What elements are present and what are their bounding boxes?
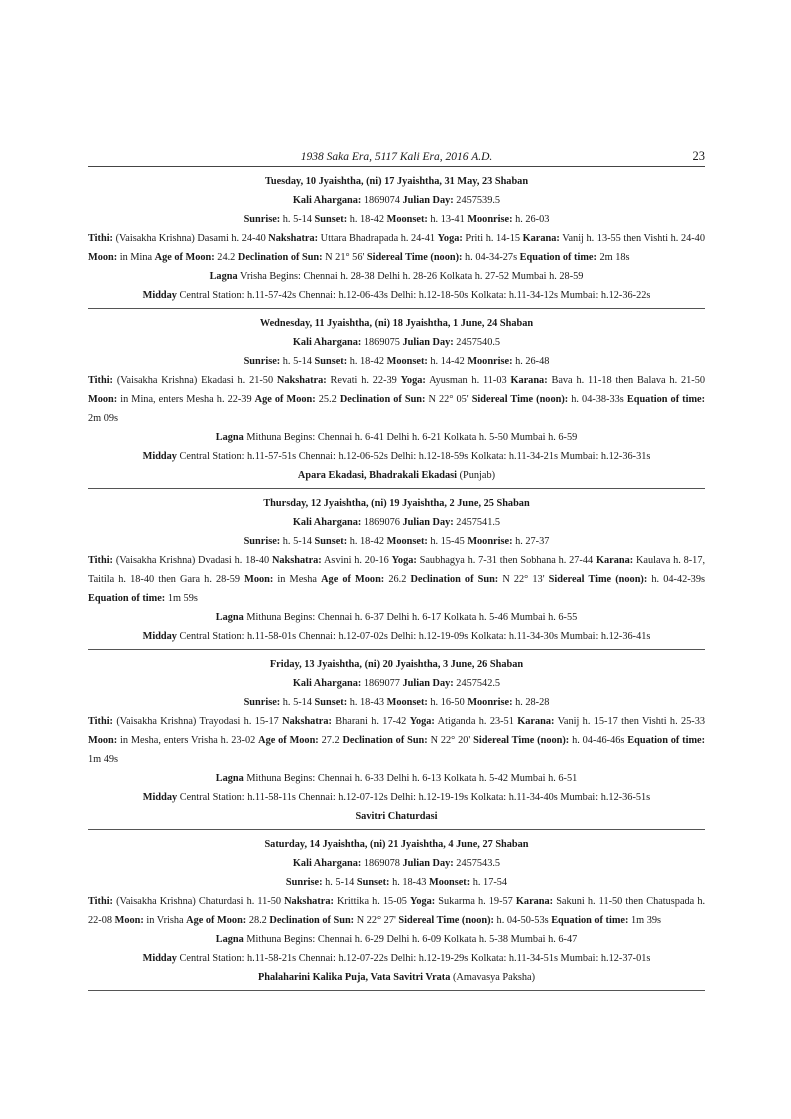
midday-line [88,949,705,968]
karana-label: Karana: [522,233,560,244]
declination-value: N 22° 20' [430,735,471,746]
festival-line [88,466,705,485]
equation-of-time-value: 2m 09s [88,413,119,424]
karana-label: Karana: [595,555,634,566]
sidereal-time-value: h. 04-42-39s [651,574,705,585]
lagna-line [88,267,705,286]
julian-day-label: Julian Day: [402,678,454,689]
midday-label: Midday [142,792,178,803]
day-entries [88,167,705,991]
panchanga-paragraph [88,712,705,769]
sunset-label: Sunset: [314,356,348,367]
karana-value: Kaulava h. 8-17, Taitila h. 18-40 then Gara h. 28-59 [88,555,706,585]
sidereal-time-label: Sidereal Time (noon): [398,915,494,926]
midday-label: Midday [142,290,177,301]
day-title-text: Saturday, 14 Jyaishtha, (ni) 21 Jyaishtha, 4 June, 27 Shaban [264,839,529,850]
tithi-label: Tithi: [88,233,113,244]
tithi-value: (Vaisakha Krishna) Chaturdasi h. 11-50 [116,896,282,907]
lagna-label: Lagna [215,934,244,945]
equation-of-time-value: 1m 39s [631,915,662,926]
sunrise-value: h. 5-14 [325,877,355,888]
moon-value: in Mina [119,252,153,263]
sidereal-time-value: h. 04-34-27s [465,252,518,263]
day-entry [88,309,705,489]
nakshatra-value: Revati h. 22-39 [330,375,397,386]
midday-label: Midday [142,953,177,964]
kali-ahargana-value: 1869074 [363,195,400,206]
sunrise-value: h. 5-14 [282,356,312,367]
era-heading: 1938 Saka Era, 5117 Kali Era, 2016 A.D. [300,151,493,163]
tithi-label: Tithi: [88,375,113,386]
midday-line [88,788,705,807]
day-title-text: Tuesday, 10 Jyaishtha, (ni) 17 Jyaishtha, 31 May, 23 Shaban [264,176,529,187]
equation-of-time-label: Equation of time: [88,593,166,604]
sunrise-label: Sunrise: [243,356,281,367]
age-of-moon-value: 28.2 [248,915,267,926]
nakshatra-value: Bharani h. 17-42 [335,716,407,727]
lagna-value: Mithuna Begins: Chennai h. 6-29 Delhi h. 6-09 Kolkata h. 5-38 Mumbai h. 6-47 [246,934,578,945]
ahargana-line [88,333,705,352]
sunset-value: h. 18-43 [392,877,427,888]
kali-ahargana-label: Kali Ahargana: [292,678,362,689]
tithi-value: (Vaisakha Krishna) Dasami h. 24-40 [115,233,266,244]
age-of-moon-label: Age of Moon: [254,394,316,405]
midday-line [88,627,705,646]
equation-of-time-value: 1m 59s [167,593,198,604]
equation-of-time-label: Equation of time: [519,252,597,263]
moonset-value: h. 13-41 [430,214,465,225]
day-title [88,314,705,333]
declination-label: Declination of Sun: [342,735,428,746]
declination-label: Declination of Sun: [237,252,323,263]
lagna-label: Lagna [215,773,244,784]
kali-ahargana-label: Kali Ahargana: [292,195,362,206]
sidereal-time-value: h. 04-50-53s [496,915,549,926]
sidereal-time-value: h. 04-46-46s [572,735,625,746]
lagna-label: Lagna [215,432,244,443]
sunrise-value: h. 5-14 [282,214,312,225]
moonset-label: Moonset: [386,214,428,225]
julian-day-value: 2457539.5 [456,195,501,206]
equation-of-time-label: Equation of time: [551,915,629,926]
yoga-value: Atiganda h. 23-51 [437,716,514,727]
panchanga-paragraph [88,229,705,267]
midday-line [88,447,705,466]
rise-set-line [88,693,705,712]
karana-value: Vanij h. 13-55 then Vishti h. 24-40 [562,233,705,244]
moonrise-label: Moonrise: [467,536,513,547]
karana-value: Sakuni h. 11-50 then Chatuspada h. 22-08 [88,896,706,926]
equation-of-time-label: Equation of time: [627,735,706,746]
midday-label: Midday [142,631,177,642]
moon-value: in Mesha [277,574,317,585]
kali-ahargana-label: Kali Ahargana: [292,337,362,348]
declination-value: N 22° 05' [428,394,469,405]
moon-label: Moon: [244,574,274,585]
tithi-value: (Vaisakha Krishna) Trayodasi h. 15-17 [116,716,279,727]
nakshatra-value: Asvini h. 20-16 [324,555,389,566]
lagna-line [88,608,705,627]
sunrise-label: Sunrise: [243,214,281,225]
midday-value: Central Station: h.11-57-42s Chennai: h.12-06-43s Delhi: h.12-18-50s Kolkata: h.11-34-12s Mumbai: h.12-36-22s [179,290,651,301]
tithi-value: (Vaisakha Krishna) Dvadasi h. 18-40 [115,555,270,566]
page-header [88,148,705,167]
tithi-label: Tithi: [88,716,113,727]
kali-ahargana-label: Kali Ahargana: [292,858,362,869]
yoga-value: Priti h. 14-15 [465,233,521,244]
moonrise-value: h. 26-03 [515,214,550,225]
rise-set-line [88,210,705,229]
julian-day-value: 2457540.5 [456,337,501,348]
tithi-value: (Vaisakha Krishna) Ekadasi h. 21-50 [116,375,274,386]
lagna-label: Lagna [215,612,244,623]
moon-value: in Mina, enters Mesha h. 22-39 [120,394,252,405]
karana-value: Bava h. 11-18 then Balava h. 21-50 [551,375,705,386]
nakshatra-value: Krittika h. 15-05 [337,896,407,907]
yoga-value: Saubhagya h. 7-31 then Sobhana h. 27-44 [419,555,594,566]
moonrise-value: h. 27-37 [515,536,550,547]
karana-value: Vanij h. 15-17 then Vishti h. 25-33 [557,716,706,727]
moonset-label: Moonset: [386,536,428,547]
kali-ahargana-value: 1869078 [363,858,400,869]
julian-day-value: 2457542.5 [456,678,501,689]
midday-label: Midday [142,451,177,462]
festival-note: (Amavasya Paksha) [452,972,536,983]
yoga-label: Yoga: [410,896,436,907]
age-of-moon-label: Age of Moon: [321,574,385,585]
day-entry [88,650,705,830]
sunrise-label: Sunrise: [285,877,323,888]
julian-day-value: 2457543.5 [456,858,501,869]
moon-value: in Mesha, enters Vrisha h. 23-02 [120,735,256,746]
nakshatra-label: Nakshatra: [268,233,319,244]
day-title-text: Thursday, 12 Jyaishtha, (ni) 19 Jyaishtha, 2 June, 25 Shaban [263,498,530,509]
sunset-label: Sunset: [314,536,348,547]
sunset-value: h. 18-42 [349,356,385,367]
festival-name: Phalaharini Kalika Puja, Vata Savitri Vrata [257,972,451,983]
panchanga-paragraph [88,371,705,428]
age-of-moon-value: 25.2 [318,394,337,405]
day-title [88,655,705,674]
kali-ahargana-value: 1869075 [363,337,400,348]
yoga-label: Yoga: [437,233,463,244]
almanac-page [88,148,705,991]
yoga-value: Ayusman h. 11-03 [429,375,507,386]
festival-line [88,807,705,826]
moonrise-value: h. 26-48 [515,356,550,367]
festival-name: Savitri Chaturdasi [355,811,438,822]
age-of-moon-value: 26.2 [388,574,407,585]
midday-value: Central Station: h.11-58-01s Chennai: h.12-07-02s Delhi: h.12-19-09s Kolkata: h.11-34-30s Mumbai: h.12-36-41s [179,631,651,642]
julian-day-label: Julian Day: [402,858,454,869]
lagna-value: Vrisha Begins: Chennai h. 28-38 Delhi h. 28-26 Kolkata h. 27-52 Mumbai h. 28-59 [240,271,584,282]
ahargana-line [88,513,705,532]
nakshatra-label: Nakshatra: [282,716,332,727]
lagna-line [88,428,705,447]
declination-label: Declination of Sun: [269,915,355,926]
day-entry [88,167,705,309]
equation-of-time-value: 1m 49s [88,754,119,765]
midday-line [88,286,705,305]
day-title [88,835,705,854]
lagna-line [88,930,705,949]
karana-label: Karana: [510,375,548,386]
moonset-value: h. 17-54 [472,877,508,888]
sunset-label: Sunset: [314,697,348,708]
sidereal-time-label: Sidereal Time (noon): [548,574,648,585]
nakshatra-value: Uttara Bhadrapada h. 24-41 [320,233,436,244]
equation-of-time-value: 2m 18s [599,252,630,263]
sunrise-value: h. 5-14 [282,697,312,708]
moonset-value: h. 15-45 [430,536,465,547]
sunrise-value: h. 5-14 [282,536,312,547]
age-of-moon-label: Age of Moon: [186,915,247,926]
moonset-label: Moonset: [428,877,471,888]
moonrise-label: Moonrise: [467,214,513,225]
day-title-text: Friday, 13 Jyaishtha, (ni) 20 Jyaishtha, 3 June, 26 Shaban [269,659,524,670]
kali-ahargana-value: 1869077 [363,678,400,689]
moonset-label: Moonset: [386,356,428,367]
yoga-label: Yoga: [409,716,435,727]
panchanga-paragraph [88,551,705,608]
lagna-value: Mithuna Begins: Chennai h. 6-41 Delhi h. 6-21 Kolkata h. 5-50 Mumbai h. 6-59 [246,432,578,443]
karana-label: Karana: [515,896,554,907]
nakshatra-label: Nakshatra: [284,896,334,907]
sunset-label: Sunset: [356,877,390,888]
julian-day-label: Julian Day: [402,337,454,348]
age-of-moon-label: Age of Moon: [154,252,215,263]
midday-value: Central Station: h.11-58-11s Chennai: h.12-07-12s Delhi: h.12-19-19s Kolkata: h.11-34-40s Mumbai: h.12-36-51s [179,792,651,803]
declination-label: Declination of Sun: [339,394,426,405]
age-of-moon-value: 27.2 [321,735,340,746]
sunrise-label: Sunrise: [243,536,281,547]
ahargana-line [88,674,705,693]
ahargana-line [88,854,705,873]
moon-label: Moon: [88,252,118,263]
sunrise-label: Sunrise: [243,697,281,708]
tithi-label: Tithi: [88,896,113,907]
festival-note: (Punjab) [459,470,496,481]
lagna-label: Lagna [209,271,238,282]
nakshatra-label: Nakshatra: [276,375,327,386]
day-title-text: Wednesday, 11 Jyaishtha, (ni) 18 Jyaishtha, 1 June, 24 Shaban [259,318,534,329]
moon-label: Moon: [88,394,118,405]
moonset-label: Moonset: [386,697,428,708]
day-entry [88,489,705,650]
age-of-moon-label: Age of Moon: [258,735,319,746]
rise-set-line [88,873,705,892]
moon-value: in Vrisha [146,915,184,926]
tithi-label: Tithi: [88,555,113,566]
day-title [88,172,705,191]
lagna-line [88,769,705,788]
sunset-value: h. 18-43 [349,697,385,708]
day-entry [88,830,705,991]
karana-label: Karana: [517,716,555,727]
rise-set-line [88,532,705,551]
declination-value: N 21° 56' [325,252,365,263]
festival-line [88,968,705,987]
sunset-label: Sunset: [314,214,348,225]
moonrise-label: Moonrise: [467,356,513,367]
moonset-value: h. 16-50 [430,697,465,708]
moonrise-label: Moonrise: [467,697,513,708]
lagna-value: Mithuna Begins: Chennai h. 6-37 Delhi h. 6-17 Kolkata h. 5-46 Mumbai h. 6-55 [246,612,578,623]
midday-value: Central Station: h.11-58-21s Chennai: h.12-07-22s Delhi: h.12-19-29s Kolkata: h.11-34-51s Mumbai: h.12-37-01s [179,953,651,964]
kali-ahargana-value: 1869076 [363,517,400,528]
declination-label: Declination of Sun: [410,574,499,585]
midday-value: Central Station: h.11-57-51s Chennai: h.12-06-52s Delhi: h.12-18-59s Kolkata: h.11-34-21s Mumbai: h.12-36-31s [179,451,651,462]
age-of-moon-value: 24.2 [217,252,236,263]
rise-set-line [88,352,705,371]
julian-day-label: Julian Day: [402,195,454,206]
yoga-label: Yoga: [400,375,426,386]
panchanga-paragraph [88,892,705,930]
day-title [88,494,705,513]
kali-ahargana-label: Kali Ahargana: [292,517,362,528]
page-number: 23 [692,149,705,163]
yoga-label: Yoga: [391,555,417,566]
declination-value: N 22° 27' [356,915,396,926]
lagna-value: Mithuna Begins: Chennai h. 6-33 Delhi h. 6-13 Kolkata h. 5-42 Mumbai h. 6-51 [246,773,578,784]
yoga-value: Sukarma h. 19-57 [438,896,513,907]
moon-label: Moon: [88,735,118,746]
sidereal-time-label: Sidereal Time (noon): [473,735,570,746]
ahargana-line [88,191,705,210]
nakshatra-label: Nakshatra: [271,555,322,566]
moonrise-value: h. 28-28 [515,697,550,708]
declination-value: N 22° 13' [502,574,545,585]
julian-day-label: Julian Day: [402,517,454,528]
sunset-value: h. 18-42 [349,214,385,225]
moon-label: Moon: [114,915,144,926]
sidereal-time-label: Sidereal Time (noon): [366,252,463,263]
festival-name: Apara Ekadasi, Bhadrakali Ekadasi [297,470,458,481]
sunset-value: h. 18-42 [349,536,385,547]
equation-of-time-label: Equation of time: [626,394,706,405]
sidereal-time-label: Sidereal Time (noon): [471,394,569,405]
julian-day-value: 2457541.5 [456,517,501,528]
moonset-value: h. 14-42 [430,356,465,367]
sidereal-time-value: h. 04-38-33s [571,394,624,405]
